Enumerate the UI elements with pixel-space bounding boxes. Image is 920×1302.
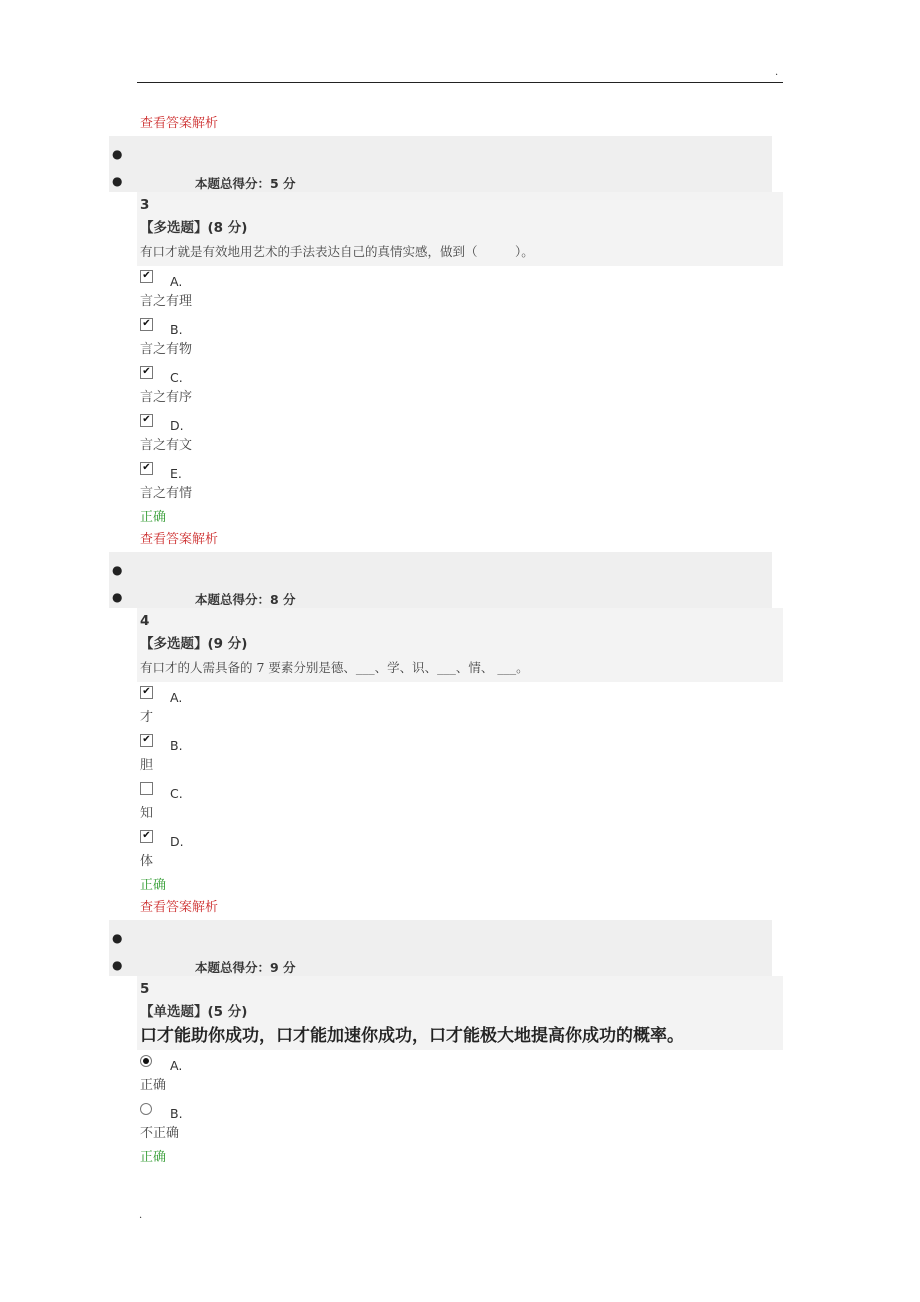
option-c[interactable] xyxy=(140,778,920,802)
option-letter: E. xyxy=(170,466,182,481)
result-correct: 正确 xyxy=(140,510,167,525)
question-5-header xyxy=(137,976,783,1050)
result-correct: 正确 xyxy=(140,878,167,893)
total-score: 本题总得分：5 分 xyxy=(195,176,296,191)
question-type: 【多选题】(8 分) xyxy=(140,220,248,236)
question-3-header xyxy=(137,192,783,266)
option-letter: C. xyxy=(170,786,183,801)
option-e[interactable] xyxy=(140,458,920,482)
score-box xyxy=(109,552,772,608)
question-text: 口才能助你成功，口才能加速你成功，口才能极大地提高你成功的概率。 xyxy=(140,1026,684,1046)
option-text: 言之有物 xyxy=(140,342,193,357)
bullet: ● xyxy=(112,590,123,604)
option-letter: A. xyxy=(170,690,183,705)
option-text: 体 xyxy=(140,854,154,869)
option-text: 言之有理 xyxy=(140,294,193,309)
option-letter: A. xyxy=(170,1058,183,1073)
view-answer-link[interactable]: 查看答案解析 xyxy=(140,900,219,915)
option-text: 言之有序 xyxy=(140,390,193,405)
checkbox-checked-icon[interactable]: ✔ xyxy=(140,366,153,379)
option-a[interactable] xyxy=(140,682,920,706)
checkbox-checked-icon[interactable]: ✔ xyxy=(140,318,153,331)
option-letter: B. xyxy=(170,738,183,753)
option-letter: C. xyxy=(170,370,183,385)
header-rule xyxy=(137,82,783,83)
bullet: ● xyxy=(112,147,123,161)
question-text: 有口才的人需具备的 7 要素分别是德、___、学、识、___、情、 ___。 xyxy=(140,660,529,675)
option-letter: B. xyxy=(170,1106,183,1121)
option-letter: A. xyxy=(170,274,183,289)
option-letter: B. xyxy=(170,322,183,337)
checkbox-checked-icon[interactable]: ✔ xyxy=(140,462,153,475)
checkbox-empty-icon[interactable] xyxy=(140,782,153,795)
option-text: 胆 xyxy=(140,758,154,773)
bullet: ● xyxy=(112,563,123,577)
view-answer-link[interactable]: 查看答案解析 xyxy=(140,532,219,547)
question-number: 5 xyxy=(140,981,150,997)
question-type: 【单选题】(5 分) xyxy=(140,1004,248,1020)
question-type: 【多选题】(9 分) xyxy=(140,636,248,652)
option-text: 言之有文 xyxy=(140,438,193,453)
option-text: 知 xyxy=(140,806,154,821)
option-d[interactable] xyxy=(140,826,920,850)
question-number: 4 xyxy=(140,613,150,629)
question-4-header xyxy=(137,608,783,682)
option-a[interactable] xyxy=(140,266,920,290)
option-b[interactable] xyxy=(140,314,920,338)
option-a[interactable] xyxy=(140,1050,920,1074)
option-letter: D. xyxy=(170,418,184,433)
option-text: 才 xyxy=(140,710,154,725)
radio-selected-icon[interactable] xyxy=(140,1055,152,1067)
option-text: 不正确 xyxy=(140,1126,180,1141)
checkbox-checked-icon[interactable]: ✔ xyxy=(140,734,153,747)
checkbox-checked-icon[interactable]: ✔ xyxy=(140,414,153,427)
bullet: ● xyxy=(112,931,123,945)
score-box xyxy=(109,920,772,976)
footer-dot: . xyxy=(139,1210,143,1221)
radio-icon[interactable] xyxy=(140,1103,152,1115)
total-score: 本题总得分：8 分 xyxy=(195,592,296,607)
quiz-content xyxy=(0,114,920,1170)
checkbox-checked-icon[interactable]: ✔ xyxy=(140,830,153,843)
option-text: 言之有情 xyxy=(140,486,193,501)
score-box xyxy=(109,136,772,192)
option-d[interactable] xyxy=(140,410,920,434)
option-c[interactable] xyxy=(140,362,920,386)
question-number: 3 xyxy=(140,197,150,213)
option-letter: D. xyxy=(170,834,184,849)
checkbox-checked-icon[interactable]: ✔ xyxy=(140,270,153,283)
question-text: 有口才就是有效地用艺术的手法表达自己的真情实感，做到（ ）。 xyxy=(140,244,534,259)
total-score: 本题总得分：9 分 xyxy=(195,960,296,975)
header-dot: . xyxy=(775,67,779,78)
bullet: ● xyxy=(112,958,123,972)
checkbox-checked-icon[interactable]: ✔ xyxy=(140,686,153,699)
option-b[interactable] xyxy=(140,1098,920,1122)
result-correct: 正确 xyxy=(140,1150,167,1165)
view-answer-link[interactable]: 查看答案解析 xyxy=(140,116,219,131)
option-b[interactable] xyxy=(140,730,920,754)
option-text: 正确 xyxy=(140,1078,167,1093)
bullet: ● xyxy=(112,174,123,188)
